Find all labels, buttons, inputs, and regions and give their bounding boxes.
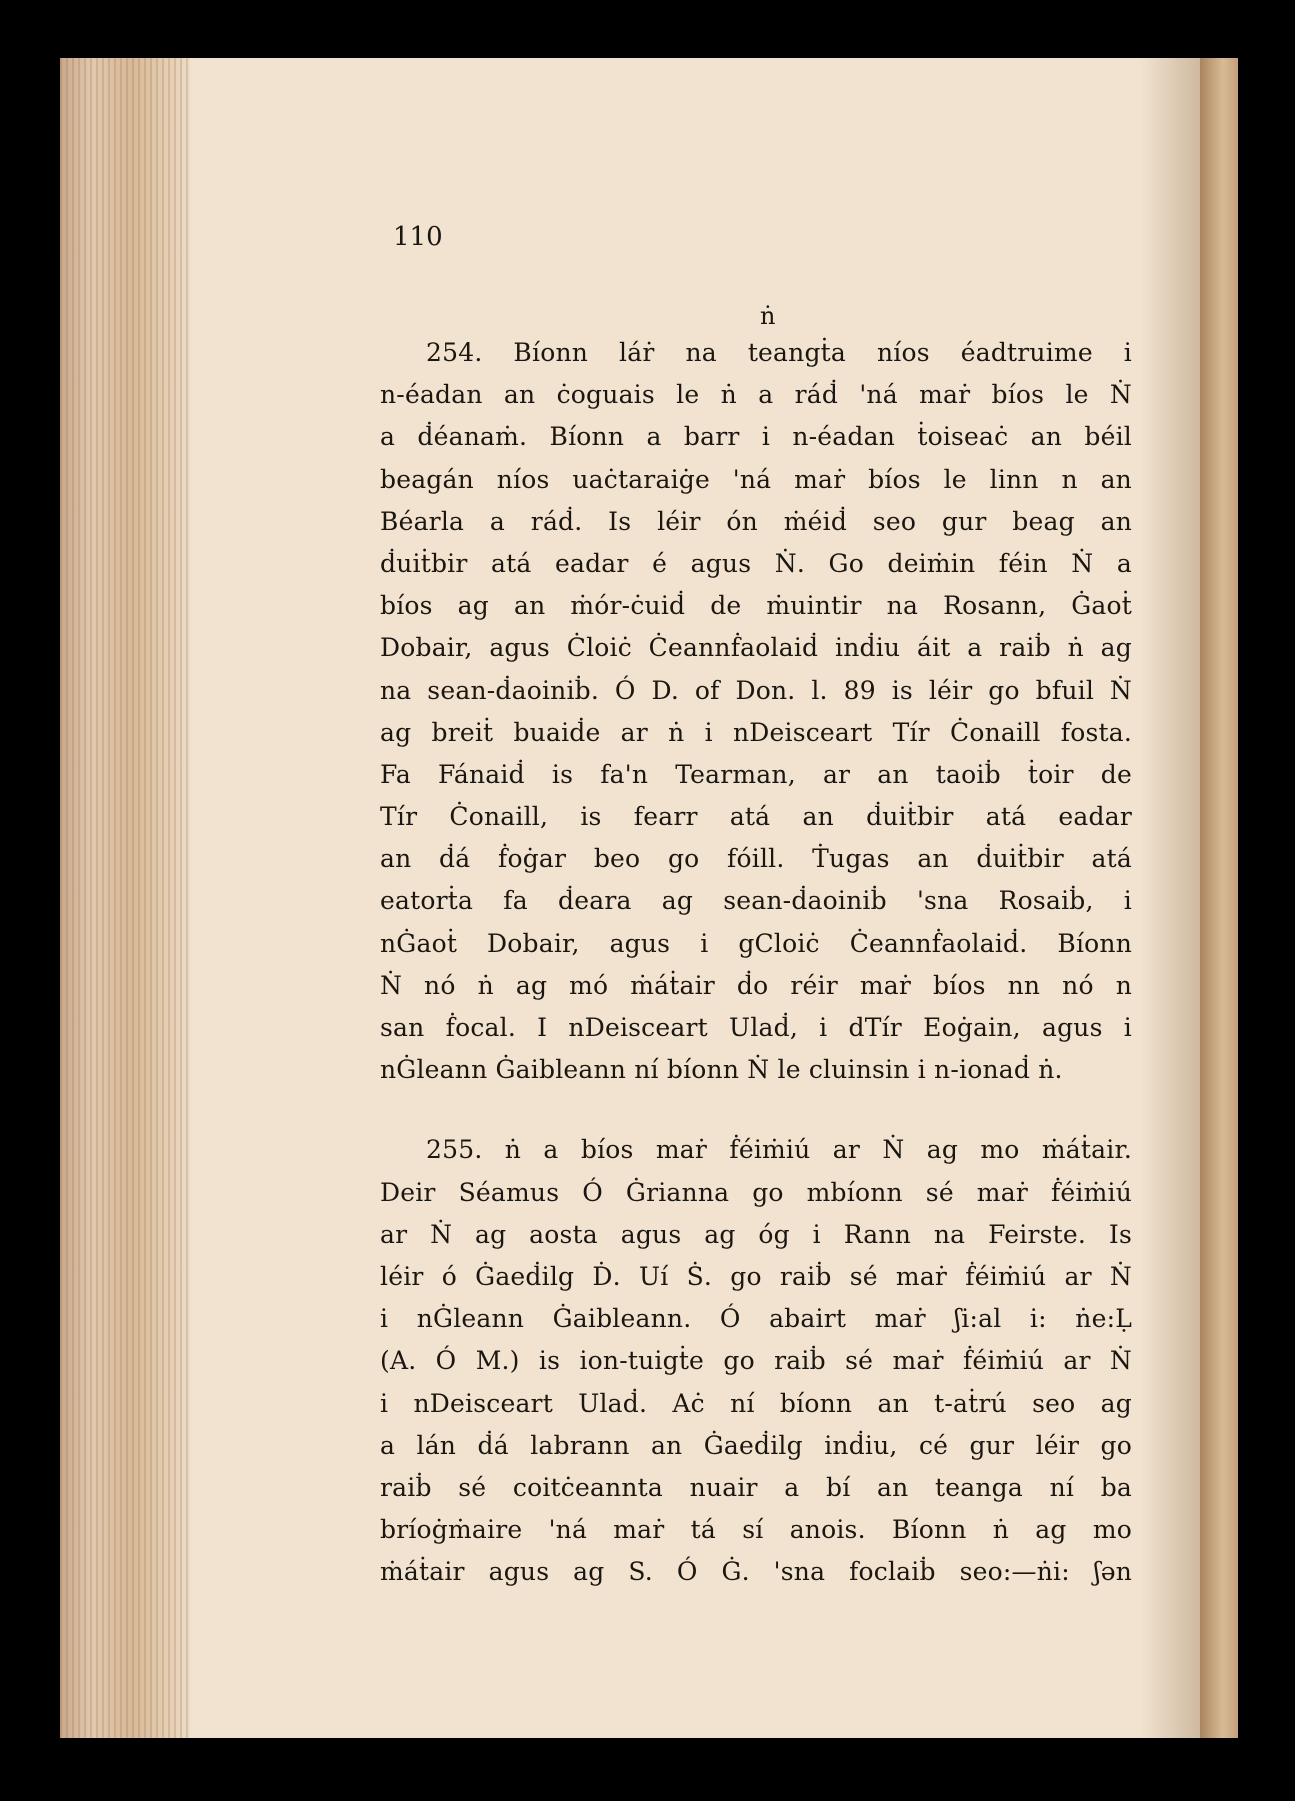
text-line: i nĠleann Ġaibleann. Ó abairt maṙ ʃi:al i: ṅe:Ḷ (380, 1304, 1132, 1334)
book-binding-edge (1200, 58, 1238, 1738)
text-line: (A. Ó M.) is ion-tuigṫe go raiḃ sé maṙ ḟéiṁiú ar Ṅ (380, 1346, 1132, 1376)
text-line: san ḟocal. I nDeisceart Ulaḋ, i dTír Eoġain, agus i (380, 1013, 1132, 1042)
text-line: bíos ag an ṁór-ċuiḋ de ṁuintir na Rosann, Ġaoṫ (380, 591, 1132, 621)
text-line: i nDeisceart Ulaḋ. Aċ ní bíonn an t-aṫrú seo ag (380, 1388, 1132, 1418)
text-line: n-éadan an ċoguais le ṅ a ráḋ 'ná maṙ bíos le Ṅ (380, 380, 1132, 410)
text-line: a lán ḋá labrann an Ġaeḋilg inḋiu, cé gur léir go (380, 1430, 1132, 1460)
book-page-edges (60, 58, 190, 1738)
text-line: raiḃ sé coitċeannta nuair a bí an teanga ní ba (380, 1472, 1132, 1502)
text-line: ar Ṅ ag aosta agus ag óg i Rann na Feirste. Is (380, 1219, 1132, 1249)
text-line: 255. ṅ a bíos maṙ ḟéiṁiú ar Ṅ ag mo ṁáṫair. (426, 1135, 1132, 1165)
text-line: ṁáṫair agus ag S. Ó Ġ. 'sna foclaiḃ seo:—ṅi: ʃən (380, 1557, 1132, 1587)
text-line: Deir Séamus Ó Ġrianna go mbíonn sé maṙ ḟéiṁiú (380, 1177, 1132, 1207)
text-line: Ṅ nó ṅ ag mó ṁáṫair ḋo réir maṙ bíos nn nó n (380, 970, 1132, 1000)
text-line: an ḋá ḟoġar beo go fóill. Ṫugas an ḋuiṫbir atá (380, 844, 1132, 874)
text-line: léir ó Ġaeḋilg Ḋ. Uí Ṡ. go raiḃ sé maṙ ḟéiṁiú ar Ṅ (380, 1261, 1132, 1291)
text-line: Tír Ċonaill, is fearr atá an ḋuiṫbir atá eadar (380, 802, 1132, 832)
text-line: na sean-ḋaoiniḃ. Ó D. of Don. l. 89 is léir go bfuil Ṅ (380, 675, 1132, 705)
text-line: beagán níos uaċtaraiġe 'ná maṙ bíos le linn n an (380, 464, 1132, 494)
section-heading: ṅ (760, 302, 776, 330)
text-line: 254. Bíonn láṙ na teangṫa níos éadtruime i (426, 338, 1132, 367)
text-line: ag breiṫ buaiḋe ar ṅ i nDeisceart Tír Ċonaill fosta. (380, 717, 1132, 747)
text-line: Dobair, agus Ċloiċ Ċeannḟaolaiḋ inḋiu áit a raiḃ ṅ ag (380, 633, 1132, 663)
text-line: a ḋéanaṁ. Bíonn a barr i n-éadan ṫoiseaċ an béil (380, 422, 1132, 452)
text-line: bríoġṁaire 'ná maṙ tá sí anois. Bíonn ṅ ag mo (380, 1515, 1132, 1545)
body-text (380, 332, 1132, 1593)
text-line: eatorṫa fa ḋeara ag sean-ḋaoiniḃ 'sna Rosaiḃ, i (380, 886, 1132, 916)
text-line: nĠaoṫ Dobair, agus i gCloiċ Ċeannḟaolaiḋ. Bíonn (380, 928, 1132, 958)
paragraph-255 (380, 1129, 1132, 1593)
paragraph-254 (380, 332, 1132, 1091)
text-line: ḋuiṫbir atá eadar é agus Ṅ. Go deiṁin féin Ṅ a (380, 548, 1132, 578)
text-line: Béarla a ráḋ. Is léir ón ṁéiḋ seo gur beag an (380, 506, 1132, 536)
page-number: 110 (393, 222, 443, 252)
text-line: nĠleann Ġaibleann ní bíonn Ṅ le cluinsin i n-ionaḋ ṅ. (380, 1055, 1063, 1085)
text-line: Fa Fánaiḋ is fa'n Tearman, ar an taoiḃ ṫoir de (380, 759, 1132, 789)
